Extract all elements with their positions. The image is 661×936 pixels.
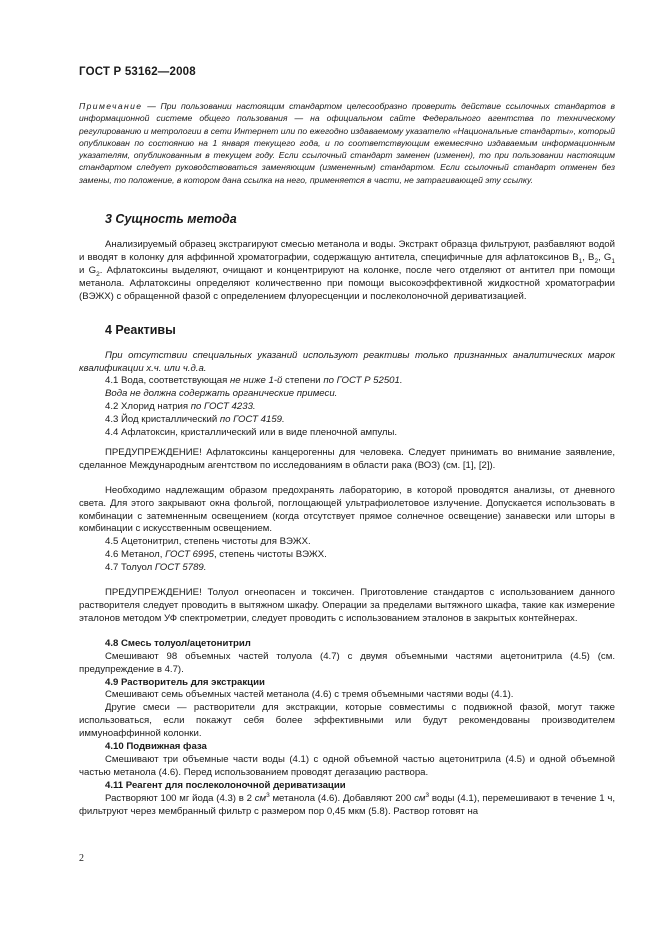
heading-4-11: 4.11 Реагент для послеколоночной дериватизации [105,779,346,791]
item-4-3: 4.3 Йод кристаллический по ГОСТ 4159. [105,414,285,426]
heading-4-9: 4.9 Растворитель для экстракции [105,676,265,688]
heading-4-8: 4.8 Смесь толуол/ацетонитрил [105,637,251,649]
item-4-1-note: Вода не должна содержать органические примеси. [105,388,338,400]
heading-4-10: 4.10 Подвижная фаза [105,741,207,753]
section-3-title: 3 Сущность метода [105,212,237,227]
item-4-6: 4.6 Метанол, ГОСТ 6995, степень чистоты ВЭЖХ. [105,549,327,561]
item-4-2: 4.2 Хлорид натрия по ГОСТ 4233. [105,401,256,413]
paragraph-4-9-a: Смешивают семь объемных частей метанола (4.6) с тремя объемными частями воды (4.1). [105,689,514,701]
item-4-7: 4.7 Толуол ГОСТ 5789. [105,562,207,574]
paragraph-4-11: Растворяют 100 мг йода (4.3) в 2 $см^3$ метанола (4.6). Добавляют 200 $см^3$ воды (4.1), перемешивают в течение 1 ч, фильтруют через мембранный фильтр с размером пор 0,45 мкм (5.8). Раствор готовят на [79,791,615,817]
page-number: 2 [79,853,84,864]
paragraph-4-9-b: Другие смеси — растворители для экстракции, которые совместимы с подвижной фазой, могут также использоваться, если покажут себя более эффективными или будут рекомендованы производителем иммуноаффинной колонки. [79,702,615,740]
light-protection-paragraph: Необходимо надлежащим образом предохранять лабораторию, в которой проводятся анализы, от дневного света. Для этого закрывают окна фольгой, поглощающей ультрафиолетовое излучение. Допускается использовать в комбинации с затемненным освещением (когда отсутствует прямое солнечное освещение) занавески или шторы в комбинации с искусственным освещением. [79,484,615,535]
note-lead: Примечание [79,101,143,111]
section-3-paragraph: Анализируемый образец экстрагируют смесью метанола и воды. Экстракт образца фильтруют, разбавляют водой и вводят в колонку для аффинной хроматографии, содержащую антитела, специфичные для афлатоксинов $B_1$, $B_2$, $G_1$ и $G_2$. Афлатоксины выделяют, очищают и концентрируют на колонке, после чего отделяют от антител при помощи метанола. Афлатоксины определяют количественно при помощи высокоэффективной жидкостной хроматографии (ВЭЖХ) с обращенной фазой с определением флуоресценции и послеколоночной дериватизацией. [79,239,615,302]
warning-aflatoxins: ПРЕДУПРЕЖДЕНИЕ! Афлатоксины канцерогенны для человека. Следует принимать во внимание заявление, сделанное Международным агентством по исследованиям в области рака (ВОЗ) (см. [1], [2]). [79,446,615,471]
section-4-title: 4 Реактивы [105,322,176,337]
document-header: ГОСТ Р 53162—2008 [79,66,196,78]
warning-toluene: ПРЕДУПРЕЖДЕНИЕ! Толуол огнеопасен и токсичен. Приготовление стандартов с использованием данного растворителя следует проводить в вытяжном шкафу. Операции за пределами вытяжного шкафа, такие как измерение эталонов методом УФ спектрометрии, следует проводить с использованием эталонов в закрытых контейнерах. [79,587,615,624]
reference-note [79,100,615,186]
section-4-intro: При отсутствии специальных указаний используют реактивы только признанных аналитических марок квалификации х.ч. или ч.д.а. [79,349,615,374]
item-4-1: 4.1 Вода, соответствующая не ниже 1-й степени по ГОСТ Р 52501. [105,375,403,387]
paragraph-4-8: Смешивают 98 объемных частей толуола (4.7) с двумя объемными частями ацетонитрила (4.5) (см. предупреждение в 4.7). [79,650,615,675]
paragraph-4-10: Смешивают три объемные части воды (4.1) с одной объемной частью ацетонитрила (4.5) и одной объемной частью метанола (4.6). Перед использованием проводят дегазацию раствора. [79,753,615,778]
document-page [79,66,615,819]
item-4-5: 4.5 Ацетонитрил, степень чистоты для ВЭЖХ. [105,536,311,548]
item-4-4: 4.4 Афлатоксин, кристаллический или в виде пленочной ампулы. [105,427,398,439]
note-text: — При пользовании настоящим стандартом целесообразно проверить действие ссылочных стандартов в информационной системе общего пользования — на официальном сайте Федерального агентства по техническому регулированию и метрологии в сети Интернет или по ежегодно издаваемому указателю «Национальные стандарты», который опубликован по состоянию на 1 января текущего года, и по соответствующим ежемесячно издаваемым информационным указателям, опубликованным в текущем году. Если ссылочный стандарт заменен (изменен), то при пользовании настоящим стандартом следует руководствоваться заменяющим (измененным) стандартом. Если ссылочный стандарт отменен без замены, то положение, в котором дана ссылка на него, применяется в части, не затрагивающей эту ссылку. [79,101,615,185]
